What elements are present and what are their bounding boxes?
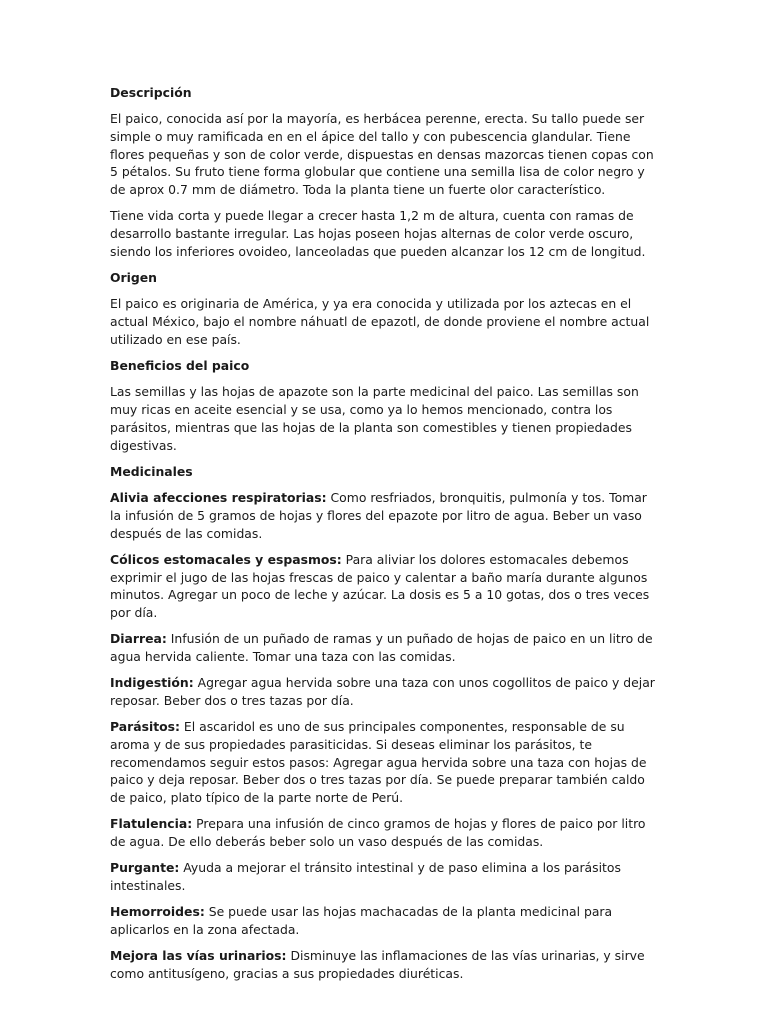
medicinal-term: Diarrea: — [110, 631, 167, 647]
medicinal-item-diarrea — [110, 630, 656, 665]
medicinal-item-vias-urinarias — [110, 947, 656, 982]
medicinal-item-respiratorias — [110, 489, 656, 542]
medicinal-term: Parásitos: — [110, 719, 180, 735]
paragraph-origin: El paico es originaria de América, y ya era conocida y utilizada por los aztecas en el actual México, bajo el nombre náhuatl de epazotl, de donde proviene el nombre actual utilizado en ese país. — [110, 296, 650, 347]
medicinal-item-flatulencia — [110, 815, 656, 850]
section-heading-medicinales: Medicinales — [110, 463, 193, 479]
section-heading-descripcion: Descripción — [110, 85, 192, 100]
medicinal-text: Infusión de un puñado de ramas y un puñado de hojas de paico en un litro de agua hervida caliente. Tomar una taza con las comidas. — [110, 631, 653, 664]
medicinal-term: Cólicos estomacales y espasmos: — [110, 551, 342, 567]
medicinal-text: Ayuda a mejorar el tránsito intestinal y de paso elimina a los parásitos intestinales. — [110, 860, 621, 894]
medicinal-item-parasitos — [110, 718, 656, 807]
medicinal-text: Como resfriados, bronquitis, pulmonía y tos. Tomar la infusión de 5 gramos de hojas y flores del epazote por litro de agua. Beber un vaso después de las comidas. — [110, 490, 647, 541]
medicinal-text: Prepara una infusión de cinco gramos de hojas y flores de paico por litro de agua. De ello deberás beber solo un vaso después de las comidas. — [110, 816, 646, 850]
document-body — [110, 84, 656, 991]
medicinal-text: Agregar agua hervida sobre una taza con unos cogollitos de paico y dejar reposar. Beber dos o tres tazas por día. — [110, 675, 655, 708]
medicinal-text: Disminuye las inflamaciones de las vías urinarias, y sirve como antitusígeno, gracias a sus propiedades diuréticas. — [110, 948, 645, 982]
section-heading-beneficios: Beneficios del paico — [110, 358, 250, 374]
medicinal-item-indigestion — [110, 674, 656, 709]
medicinal-term: Hemorroides: — [110, 904, 205, 920]
medicinal-text: Para aliviar los dolores estomacales debemos exprimir el jugo de las hojas frescas de paico y calentar a baño maría durante algunos minutos. Agregar un poco de leche y azúcar. La dosis es 5 a 10 gotas, dos o tres veces por día. — [110, 551, 650, 620]
medicinal-text: El ascaridol es uno de sus principales componentes, responsable de su aroma y de sus propiedades parasiticidas. Si deseas eliminar los parásitos, te recomendamos seguir estos pasos: Agregar agua hervida sobre una taza con hojas de paico y deja reposar. Beber dos o tres tazas por día. Se puede preparar también caldo de paico, plato típico de la parte norte de Perú. — [110, 719, 647, 806]
medicinal-term: Flatulencia: — [110, 816, 193, 832]
medicinal-term: Purgante: — [110, 860, 180, 876]
medicinal-term: Mejora las vías urinarios: — [110, 948, 287, 964]
paragraph-description-2: Tiene vida corta y puede llegar a crecer hasta 1,2 m de altura, cuenta con ramas de desarrollo bastante irregular. Las hojas poseen hojas alternas de color verde oscuro, siendo los inferiores ovoideo, lanceoladas que pueden alcanzar los 12 cm de longitud. — [110, 208, 646, 259]
medicinal-text: Se puede usar las hojas machacadas de la planta medicinal para aplicarlos en la zona afectada. — [110, 904, 613, 938]
medicinal-term: Alivia afecciones respiratorias: — [110, 490, 327, 506]
paragraph-description-1: El paico, conocida así por la mayoría, es herbácea perenne, erecta. Su tallo puede ser simple o muy ramificada en en el ápice del tallo y con pubescencia glandular. Tiene flores pequeñas y son de color verde, dispuestas en densas mazorcas tienen copas con 5 pétalos. Su fruto tiene forma globular que contiene una semilla lisa de color negro y de aprox 0.7 mm de diámetro. Toda la planta tiene un fuerte olor característico. — [110, 111, 654, 198]
medicinal-item-hemorroides — [110, 903, 656, 938]
medicinal-item-purgante — [110, 859, 656, 894]
medicinal-term: Indigestión: — [110, 675, 194, 691]
section-heading-origen: Origen — [110, 270, 157, 286]
paragraph-benefits: Las semillas y las hojas de apazote son la parte medicinal del paico. Las semillas son muy ricas en aceite esencial y se usa, como ya lo hemos mencionado, contra los parásitos, mientras que las hojas de la planta son comestibles y tienen propiedades digestivas. — [110, 384, 639, 453]
medicinal-item-colicos — [110, 551, 656, 622]
